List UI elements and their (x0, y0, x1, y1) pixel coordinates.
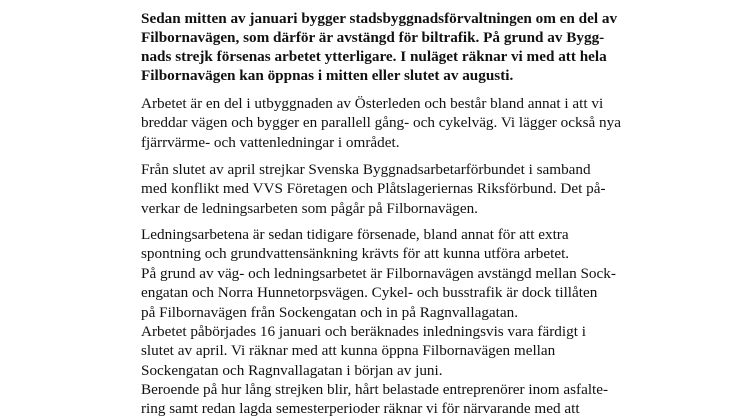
body-paragraph-6 (141, 380, 611, 419)
body-paragraph-3 (141, 225, 611, 264)
lead-line: nads strejk försenas arbetet ytterligare. I nuläget räknar vi med att hela (141, 48, 607, 65)
paragraph-line: ring samt redan lagda semesterperioder räknar vi för närvarande med att (141, 400, 580, 418)
lead-line: Filbornavägen, som därför är avstängd för biltrafik. På grund av Bygg- (141, 29, 605, 46)
paragraph-line: Beroende på hur lång strejken blir, hårt belastade entreprenörer inom asfalte- (141, 381, 609, 398)
body-paragraph-5 (141, 322, 611, 380)
paragraph-line: spontning och grundvattensänkning krävts för att kunna utföra arbetet. (141, 245, 570, 263)
body-paragraph-4 (141, 264, 616, 322)
body-paragraph-1 (141, 94, 621, 152)
paragraph-line: Från slutet av april strejkar Svenska Byggnadsarbetarförbundet i samband (141, 161, 591, 178)
paragraph-line: slutet av april. Vi räknar med att kunna öppna Filbornavägen mellan (141, 342, 556, 360)
lead-paragraph (141, 9, 618, 85)
paragraph-line: verkar de ledningsarbeten som pågår på Filbornavägen. (141, 199, 478, 217)
paragraph-line: breddar vägen och bygger en parallell gång- och cykelväg. Vi lägger också nya (141, 114, 621, 132)
paragraph-line: Arbetet är en del i utbyggnaden av Österleden och består bland annat i att vi (141, 95, 604, 112)
paragraph-line: med konflikt med VVS Företagen och Plåtslageriernas Riksförbund. Det på- (141, 180, 606, 198)
paragraph-line: på Filbornavägen från Sockengatan och in på Ragnvallagatan. (141, 303, 519, 321)
paragraph-line: fjärrvärme- och vattenledningar i området. (141, 133, 400, 151)
paragraph-line: På grund av väg- och ledningsarbetet är Filbornavägen avstängd mellan Sock- (141, 265, 616, 282)
lead-line: Sedan mitten av januari bygger stadsbyggnadsförvaltningen om en del av (141, 10, 618, 27)
paragraph-line: engatan och Norra Hunnetorpsvägen. Cykel- och busstrafik är dock tillåten (141, 284, 598, 302)
paragraph-line: Ledningsarbetena är sedan tidigare försenade, bland annat för att extra (141, 226, 569, 243)
body-paragraph-2 (141, 160, 611, 218)
paragraph-line: Sockengatan och Ragnvallagatan i början av juni. (141, 361, 443, 379)
lead-line: Filbornavägen kan öppnas i mitten eller slutet av augusti. (141, 67, 514, 84)
paragraph-line: Arbetet påbörjades 16 januari och beräknades inledningsvis vara färdigt i (141, 323, 586, 340)
